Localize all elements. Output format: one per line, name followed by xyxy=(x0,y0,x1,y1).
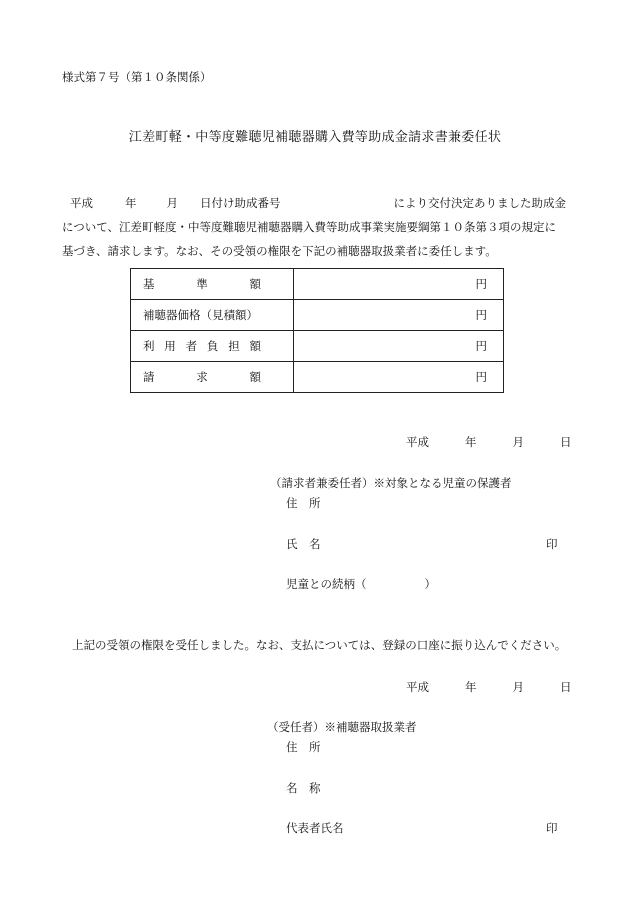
grant-date-label: 日付け助成番号 xyxy=(200,196,281,210)
hearing-aid-price-field[interactable] xyxy=(294,300,504,331)
request-paragraph xyxy=(62,191,577,263)
hearing-aid-price-label: 補聴器価格（見積額） xyxy=(131,300,294,331)
acceptance-date xyxy=(406,679,572,695)
table-row xyxy=(131,300,504,331)
grant-decision-text: により交付決定ありました助成金 xyxy=(393,196,566,210)
relation-label: 児童との続柄（ xyxy=(286,577,367,591)
relation-close: ） xyxy=(424,577,436,591)
yen-unit: 円 xyxy=(475,308,487,322)
year-unit: 年 xyxy=(125,196,137,210)
date-month: 月 xyxy=(512,435,524,449)
claimant-address-label: 住 所 xyxy=(286,496,321,510)
table-row xyxy=(131,331,504,362)
yen-unit: 円 xyxy=(475,370,487,384)
table-row xyxy=(131,362,504,393)
document-title: 江差町軽・中等度難聴児補聴器購入費等助成金請求書兼委任状 xyxy=(128,130,502,145)
request-line-3: 基づき、請求します。なお、その受領の権限を下記の補聴器取扱業者に委任します。 xyxy=(62,244,497,258)
claim-amount-field[interactable] xyxy=(294,362,504,393)
claim-amount-label: 請 求 額 xyxy=(131,362,294,393)
acceptance-text: 上記の受領の権限を受任しました。なお、支払については、登録の口座に振り込んでください。 xyxy=(72,638,567,652)
base-amount-field[interactable] xyxy=(294,269,504,300)
era-label: 平成 xyxy=(70,196,93,210)
date-day: 日 xyxy=(560,435,572,449)
agent-address-label: 住 所 xyxy=(286,740,321,754)
claim-date xyxy=(406,434,572,450)
user-burden-label: 利 用 者 負 担 額 xyxy=(131,331,294,362)
date-year: 年 xyxy=(465,680,477,694)
claimant-heading: （請求者兼委任者）※対象となる児童の保護者 xyxy=(270,476,512,490)
form-number: 様式第７号（第１０条関係） xyxy=(62,70,212,84)
base-amount-label: 基 準 額 xyxy=(131,269,294,300)
relation-field xyxy=(286,576,436,592)
date-era: 平成 xyxy=(406,680,429,694)
date-month: 月 xyxy=(512,680,524,694)
agent-company-label: 名 称 xyxy=(286,781,321,795)
month-unit: 月 xyxy=(166,196,178,210)
request-line-2: について、江差町軽度・中等度難聴児補聴器購入費等助成事業実施要綱第１０条第３項の規定に xyxy=(62,220,557,234)
claimant-name-label: 氏 名 xyxy=(286,537,321,551)
seal-mark: 印 xyxy=(546,821,558,835)
date-era: 平成 xyxy=(406,435,429,449)
seal-mark: 印 xyxy=(546,537,558,551)
yen-unit: 円 xyxy=(475,277,487,291)
user-burden-field[interactable] xyxy=(294,331,504,362)
agent-representative-label: 代表者氏名 xyxy=(286,821,344,835)
yen-unit: 円 xyxy=(475,339,487,353)
table-row xyxy=(131,269,504,300)
amount-table xyxy=(130,268,504,393)
agent-heading: （受任者）※補聴器取扱業者 xyxy=(267,720,417,734)
date-year: 年 xyxy=(465,435,477,449)
date-day: 日 xyxy=(560,680,572,694)
